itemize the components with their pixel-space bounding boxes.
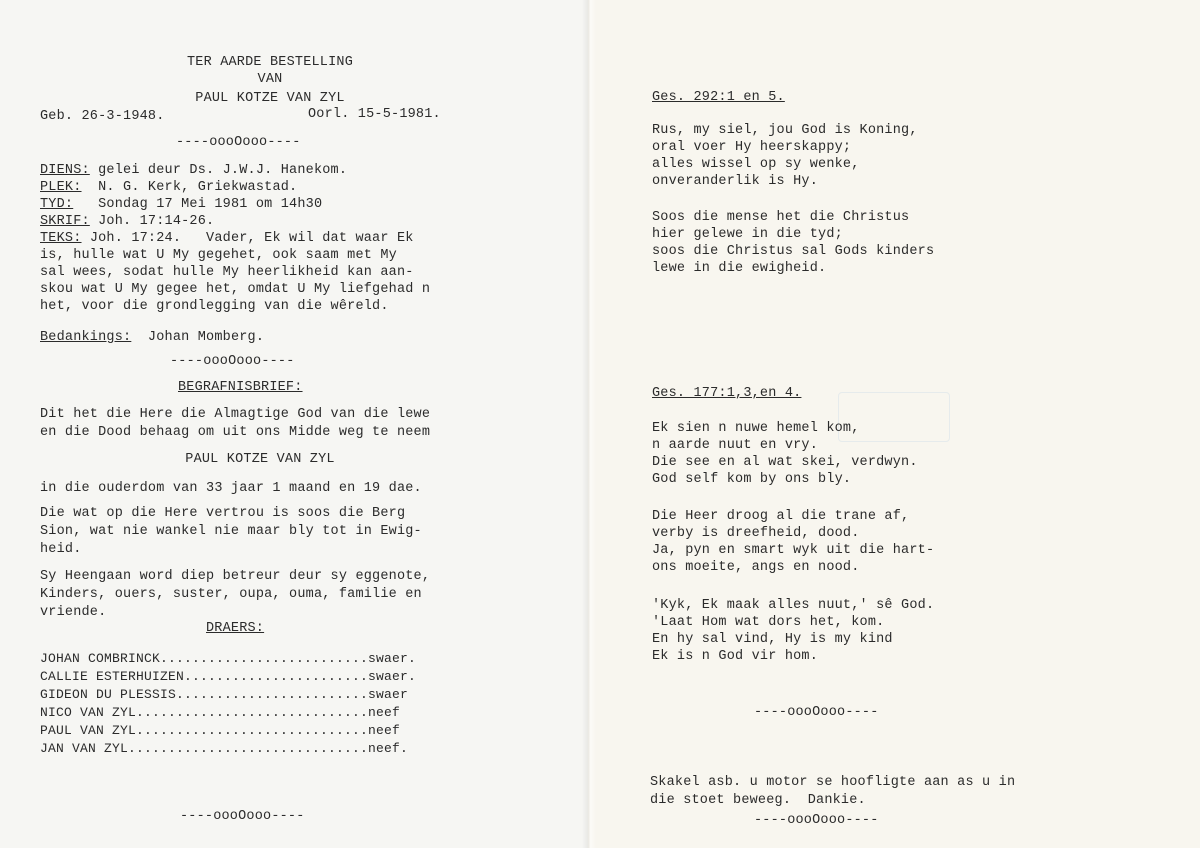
diens-row xyxy=(40,162,347,179)
teks-line: sal wees, sodat hulle My heerlikheid kan aan- xyxy=(40,265,414,280)
teks-line: is, hulle wat U My gegehet, ook saam met My xyxy=(40,248,397,263)
draer-row: GIDEON DU PLESSIS........................swaer xyxy=(40,687,409,702)
separator: ----oooOooo---- xyxy=(176,135,301,150)
end-separator: ----oooOooo---- xyxy=(754,813,879,828)
hymn2-line: verby is dreefheid, dood. xyxy=(652,526,860,541)
teks-label: TEKS: xyxy=(40,231,82,246)
title-line-1: TER AARDE BESTELLING xyxy=(186,55,354,70)
page-fold xyxy=(582,0,596,848)
hymn2-line: 'Kyk, Ek maak alles nuut,' sê God. xyxy=(652,598,935,613)
hymn1-line: Soos die mense het die Christus xyxy=(652,210,910,225)
teks-line: skou wat U My gegee het, omdat U My liefgehad n xyxy=(40,282,431,297)
tyd-label: TYD: xyxy=(40,197,74,212)
draers-title: DRAERS: xyxy=(206,621,265,636)
begrafnisbrief-title: BEGRAFNISBRIEF: xyxy=(178,380,303,395)
brief-name: PAUL KOTZE VAN ZYL xyxy=(185,452,335,467)
death-date: Oorl. 15-5-1981. xyxy=(308,107,441,122)
hymn2-title: Ges. 177:1,3,en 4. xyxy=(652,386,802,401)
bedankings-row xyxy=(40,329,264,346)
psalm-line: heid. xyxy=(40,542,82,557)
note-line: Skakel asb. u motor se hoofligte aan as u in xyxy=(650,775,1016,790)
draer-row: JOHAN COMBRINCK..........................swaer. xyxy=(40,651,417,666)
hymn2-line: Die see en al wat skei, verdwyn. xyxy=(652,455,918,470)
mourn-line: Sy Heengaan word diep betreur deur sy eggenote, xyxy=(40,569,431,584)
teks-line: Joh. 17:24. Vader, Ek wil dat waar Ek xyxy=(81,231,414,246)
skrif-row xyxy=(40,213,214,230)
mourn-line: vriende. xyxy=(40,605,107,620)
teks-line: het, voor die grondlegging van die wêreld. xyxy=(40,299,389,314)
tyd-value: Sondag 17 Mei 1981 om 14h30 xyxy=(73,197,323,212)
hymn2-line: Die Heer droog al die trane af, xyxy=(652,509,910,524)
draer-row: PAUL VAN ZYL.............................neef xyxy=(40,723,401,738)
plek-row xyxy=(40,179,297,196)
hymn2-line: n aarde nuut en vry. xyxy=(652,438,819,453)
hymn1-line: soos die Christus sal Gods kinders xyxy=(652,244,935,259)
mourn-line: Kinders, ouers, suster, oupa, ouma, familie en xyxy=(40,587,422,602)
deceased-name: PAUL KOTZE VAN ZYL xyxy=(195,91,345,106)
hymn1-line: onveranderlik is Hy. xyxy=(652,174,819,189)
birth-date: Geb. 26-3-1948. xyxy=(40,109,165,124)
end-separator: ----oooOooo---- xyxy=(180,809,305,824)
plek-label: PLEK: xyxy=(40,180,82,195)
skrif-value: Joh. 17:14-26. xyxy=(89,214,215,229)
bedankings-label: Bedankings: xyxy=(40,330,132,345)
skrif-label: SKRIF: xyxy=(40,214,90,229)
psalm-line: Sion, wat nie wankel nie maar bly tot in Ewig- xyxy=(40,524,422,539)
plek-value: N. G. Kerk, Griekwastad. xyxy=(81,180,298,195)
brief-line: en die Dood behaag om uit ons Midde weg te neem xyxy=(40,425,431,440)
hymn1-line: Rus, my siel, jou God is Koning, xyxy=(652,123,918,138)
diens-value: gelei deur Ds. J.W.J. Hanekom. xyxy=(89,163,348,178)
tyd-row xyxy=(40,196,322,213)
separator: ----oooOooo---- xyxy=(754,705,879,720)
bedankings-value: Johan Momberg. xyxy=(131,330,265,345)
hymn2-line: Ek sien n nuwe hemel kom, xyxy=(652,421,860,436)
note-line: die stoet beweeg. Dankie. xyxy=(650,793,866,808)
hymn2-line: Ja, pyn en smart wyk uit die hart- xyxy=(652,543,935,558)
hymn2-line: Ek is n God vir hom. xyxy=(652,649,819,664)
hymn1-line: oral voer Hy heerskappy; xyxy=(652,140,852,155)
age-line: in die ouderdom van 33 jaar 1 maand en 19 dae. xyxy=(40,481,422,496)
draer-row: NICO VAN ZYL.............................neef xyxy=(40,705,401,720)
draer-row: CALLIE ESTERHUIZEN.......................swaer. xyxy=(40,669,417,684)
hymn1-line: alles wissel op sy wenke, xyxy=(652,157,860,172)
hymn2-line: 'Laat Hom wat dors het, kom. xyxy=(652,615,885,630)
teks-row xyxy=(40,230,414,247)
hymn2-line: ons moeite, angs en nood. xyxy=(652,560,860,575)
hymn2-line: En hy sal vind, Hy is my kind xyxy=(652,632,893,647)
diens-label: DIENS: xyxy=(40,163,90,178)
separator: ----oooOooo---- xyxy=(170,354,295,369)
title-line-2: VAN xyxy=(257,72,283,87)
draer-row: JAN VAN ZYL..............................neef. xyxy=(40,741,409,756)
hymn1-line: lewe in die ewigheid. xyxy=(652,261,827,276)
hymn1-title: Ges. 292:1 en 5. xyxy=(652,90,785,105)
hymn1-line: hier gelewe in die tyd; xyxy=(652,227,843,242)
psalm-line: Die wat op die Here vertrou is soos die Berg xyxy=(40,506,406,521)
hymn2-line: God self kom by ons bly. xyxy=(652,472,852,487)
brief-line: Dit het die Here die Almagtige God van die lewe xyxy=(40,407,431,422)
